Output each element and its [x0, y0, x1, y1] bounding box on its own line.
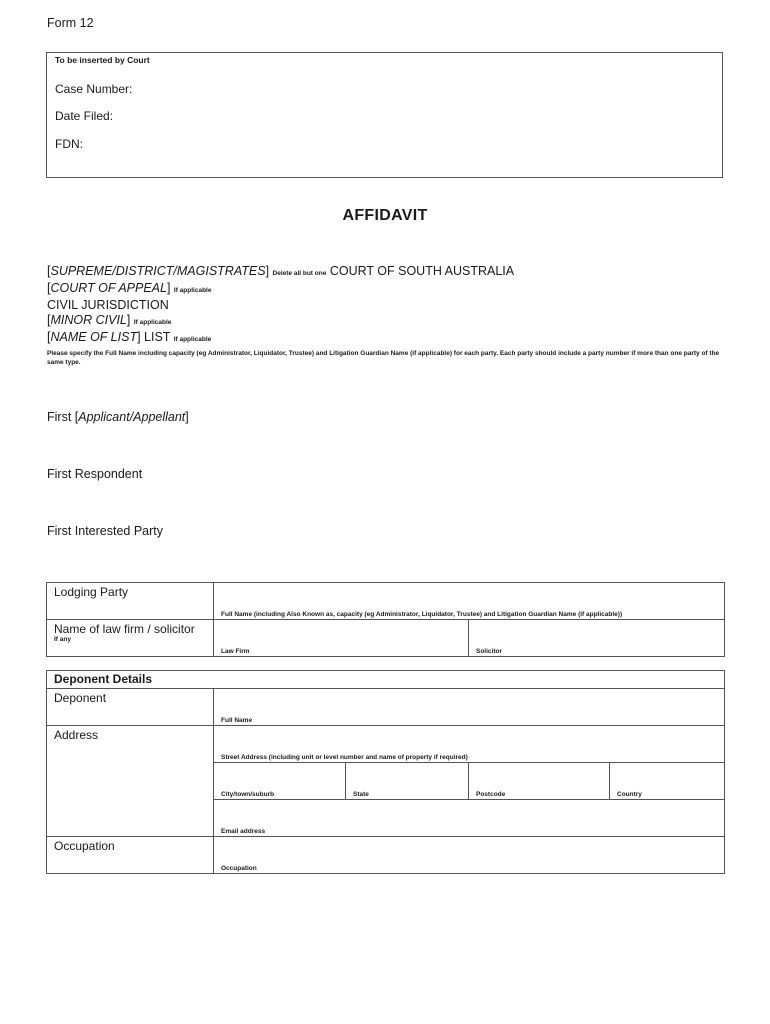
full-name-caption: Full Name (including Also Known as, capacity (eg Administrator, Liquidator, Trustee) and Litigation Guardian Name (if applicable))	[221, 611, 623, 618]
law-firm-caption: Law Firm	[221, 648, 250, 655]
first-prefix: First	[47, 410, 72, 424]
first-interested-party: First Interested Party	[47, 524, 164, 538]
street-address-field[interactable]	[214, 726, 725, 763]
city-field[interactable]	[214, 763, 346, 800]
solicitor-field[interactable]	[469, 620, 725, 657]
first-respondent: First Respondent	[47, 467, 143, 481]
name-of-list: NAME OF LIST	[50, 329, 138, 344]
form-number: Form 12	[47, 16, 94, 30]
street-caption: Street Address (including unit or level number and name of property if required)	[221, 754, 468, 761]
page-title: AFFIDAVIT	[342, 207, 428, 224]
minor-civil: MINOR CIVIL	[50, 312, 127, 327]
lodging-party-field[interactable]	[214, 583, 725, 620]
court-use-box	[46, 52, 723, 178]
date-filed-label: Date Filed:	[55, 109, 114, 123]
law-firm-field[interactable]	[214, 620, 469, 657]
delete-note: Delete all but one	[272, 270, 327, 277]
occupation-caption: Occupation	[221, 865, 257, 872]
applicable-note: If applicable	[173, 287, 212, 295]
full-name-caption: Full Name	[221, 717, 253, 724]
occupation-label: Occupation	[54, 839, 115, 853]
case-number-label: Case Number:	[55, 82, 133, 96]
court-heading: [SUPREME/DISTRICT/MAGISTRATES] Delete all but one COURT OF SOUTH AUSTRALIA [COURT OF APPEAL] If applicable CIVIL JURISDICTION [MINOR CIVIL] If applicable [NAME OF LIST] LIST If applicable	[47, 264, 515, 344]
city-caption: City/town/suburb	[221, 791, 275, 798]
email-caption: Email address	[221, 828, 266, 835]
postcode-caption: Postcode	[476, 791, 506, 798]
applicable-note: If applicable	[133, 318, 172, 326]
applicable-note: If applicable	[173, 335, 212, 343]
party-instruction: Please specify the Full Name including capacity (eg Administrator, Liquidator, Trustee) and Litigation Guardian Name (if applicable) for each party. Each party should include a party number if more than one party of the same type.	[47, 350, 720, 366]
occupation-field[interactable]	[214, 837, 725, 874]
law-firm-label: Name of law firm / solicitor	[54, 622, 195, 636]
postcode-field[interactable]	[469, 763, 610, 800]
court-of-appeal: COURT OF APPEAL	[50, 281, 167, 296]
court-options: SUPREME/DISTRICT/MAGISTRATES	[50, 264, 266, 278]
deponent-section-title: Deponent Details	[54, 672, 153, 686]
deponent-name-field[interactable]	[214, 689, 725, 726]
if-any-note: If any	[54, 636, 71, 643]
court-box-header: To be inserted by Court	[55, 55, 150, 65]
applicant-appellant: Applicant/Appellant	[78, 410, 186, 424]
civil-jurisdiction: CIVIL JURISDICTION	[47, 298, 169, 313]
deponent-table	[46, 670, 725, 874]
address-label: Address	[54, 728, 99, 742]
court-name: COURT OF SOUTH AUSTRALIA	[329, 264, 515, 278]
deponent-label: Deponent	[54, 691, 107, 705]
first-applicant: First [Applicant/Appellant]	[47, 410, 189, 424]
country-field[interactable]	[610, 763, 725, 800]
lodging-party-label: Lodging Party	[54, 585, 129, 599]
list-label: LIST	[144, 329, 171, 344]
state-caption: State	[353, 791, 369, 798]
fdn-label: FDN:	[55, 137, 83, 151]
lodging-table	[46, 582, 725, 657]
state-field[interactable]	[346, 763, 469, 800]
solicitor-caption: Solicitor	[476, 648, 503, 655]
email-field[interactable]	[214, 800, 725, 837]
country-caption: Country	[617, 791, 642, 798]
